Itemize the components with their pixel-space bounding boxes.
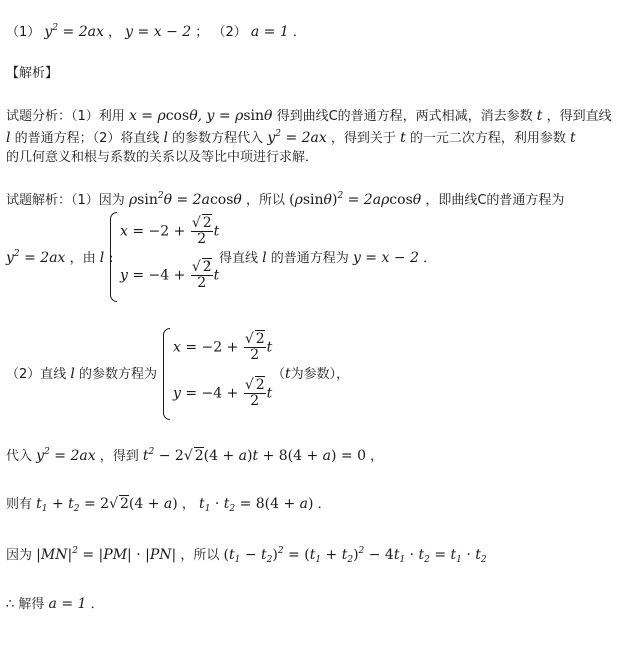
- sum-of-roots: $t_1 + t_2 = 2√$ 2(4 + a): [36, 496, 178, 514]
- solution-text: ，: [370, 449, 384, 464]
- analysis-text: 得到曲线C的普通方程，两式相减，消去参数: [276, 109, 533, 124]
- line-l: l: [6, 130, 11, 146]
- solution-text: 为参数），: [290, 367, 350, 382]
- param-t: t: [400, 130, 406, 146]
- curve-equation: $y^2 = 2ax$: [267, 129, 327, 146]
- answer-separator: ；: [195, 25, 209, 40]
- vieta-line: [6, 494, 331, 515]
- param-t: t: [536, 108, 543, 124]
- answer-end: ．: [292, 25, 306, 40]
- polar-substitution: x = ρcosθ, y = ρsinθ: [128, 108, 273, 124]
- answer-a-value: a = 1: [48, 596, 87, 612]
- solution-line-1: [6, 190, 564, 211]
- polar-equation: ρsin$^2$θ = 2acosθ: [128, 191, 242, 208]
- answer-curve-equation: $y^2 = 2ax$: [44, 23, 104, 40]
- analysis-line-3: 的几何意义和根与系数的关系以及等比中项进行求解．: [6, 150, 319, 165]
- line-l-label: l :: [99, 250, 114, 266]
- parametric-system-2: [163, 328, 273, 420]
- solution-text: ，得到: [99, 449, 139, 464]
- answer-line: [6, 22, 306, 43]
- curve-equation: $y^2 = 2ax$: [6, 249, 66, 266]
- answer-a-value: a = 1: [250, 24, 289, 40]
- analysis-text: ，得到关于: [330, 131, 396, 146]
- solution-text: ，得直线: [206, 251, 259, 266]
- solution-text: ，所以: [245, 193, 285, 208]
- solution-text: ．: [423, 251, 437, 266]
- solution-part2-line: [6, 364, 157, 385]
- analysis-text: 的普通方程；（2）将直线: [14, 131, 160, 146]
- solution-text: 的参数方程为: [79, 367, 158, 382]
- analysis-line-1: [6, 106, 612, 127]
- param-note: [272, 364, 349, 385]
- param-y-eq: y = −4 + $\frac{√ 2}{2}$ t: [120, 259, 220, 291]
- brace: [163, 328, 170, 420]
- param-x-eq: x = −2 + $\frac{√ 2}{2}$ t: [173, 331, 273, 363]
- geometric-mean-relation: $|MN|^2 = |PM| \cdot |PN|$: [36, 546, 177, 563]
- solution-text: ，由: [69, 251, 96, 266]
- solution-text: ，所以: [180, 548, 220, 563]
- answer-part2-label: （2）: [212, 25, 247, 40]
- param-y-eq: y = −4 + $\frac{√ 2}{2}$ t: [173, 377, 273, 409]
- param-x-eq: x = −2 + $\frac{√ 2}{2}$ t: [120, 215, 220, 247]
- analysis-line-2: [6, 128, 576, 149]
- solution-line-2: [6, 248, 113, 269]
- parametric-system-1: [110, 212, 220, 302]
- analysis-text: 的一元二次方程，利用参数: [409, 131, 566, 146]
- solution-text: ∴ 解得: [6, 597, 45, 612]
- difference-identity: $(t_1 - t_2)^2 = (t_1 + t_2)^2 - 4t_1 \cdot t_2 = t_1 \cdot t_2$: [223, 546, 487, 565]
- solution-text: 因为: [6, 548, 33, 563]
- solution-label: 试题解析：: [6, 193, 72, 208]
- curve-equation: $y^2 = 2ax$: [36, 447, 96, 464]
- solution-text: 代入: [6, 449, 33, 464]
- answer-line-equation: y = x − 2: [125, 24, 192, 40]
- solution-text: 则有: [6, 497, 33, 512]
- answer-separator: ，: [108, 25, 122, 40]
- quadratic-in-t: $t^2 - 2√$ 2(4 + a)t + 8(4 + a) = 0: [142, 447, 367, 464]
- param-t: t: [570, 130, 576, 146]
- solution-text: ，: [181, 497, 195, 512]
- line-l: l: [262, 250, 267, 266]
- solution-text: ．: [90, 597, 104, 612]
- param-t: t: [285, 366, 291, 382]
- brace: [110, 212, 117, 302]
- solution-text: ．: [317, 497, 331, 512]
- analysis-text: （1）利用: [71, 109, 125, 124]
- solution-text: 的普通方程为: [270, 251, 349, 266]
- analysis-heading: 【解析】: [6, 66, 59, 81]
- line-l: l: [70, 366, 75, 382]
- solution-line-2b: [206, 248, 436, 269]
- analysis-text: 的参数方程代入: [172, 131, 264, 146]
- analysis-text: ，得到直线: [546, 109, 612, 124]
- squared-equation: $(\rho\sin\theta)^2 = 2a\rho\cos\theta$: [289, 191, 422, 208]
- solution-text: ，即曲线C的普通方程为: [425, 193, 565, 208]
- conclusion-line: [6, 594, 104, 615]
- solution-text: （1）因为: [71, 193, 125, 208]
- solution-text: （: [272, 367, 286, 382]
- analysis-label: 试题分析：: [6, 109, 72, 124]
- answer-part1-label: （1）: [6, 25, 41, 40]
- product-of-roots: $t_1 \cdot t_2 = 8(4 + a)$: [199, 496, 314, 514]
- substitution-line: [6, 446, 383, 467]
- line-l: l: [163, 130, 169, 146]
- line-equation: y = x − 2: [352, 250, 419, 266]
- geometric-mean-line: [6, 545, 487, 566]
- solution-text: （2）直线: [6, 367, 67, 382]
